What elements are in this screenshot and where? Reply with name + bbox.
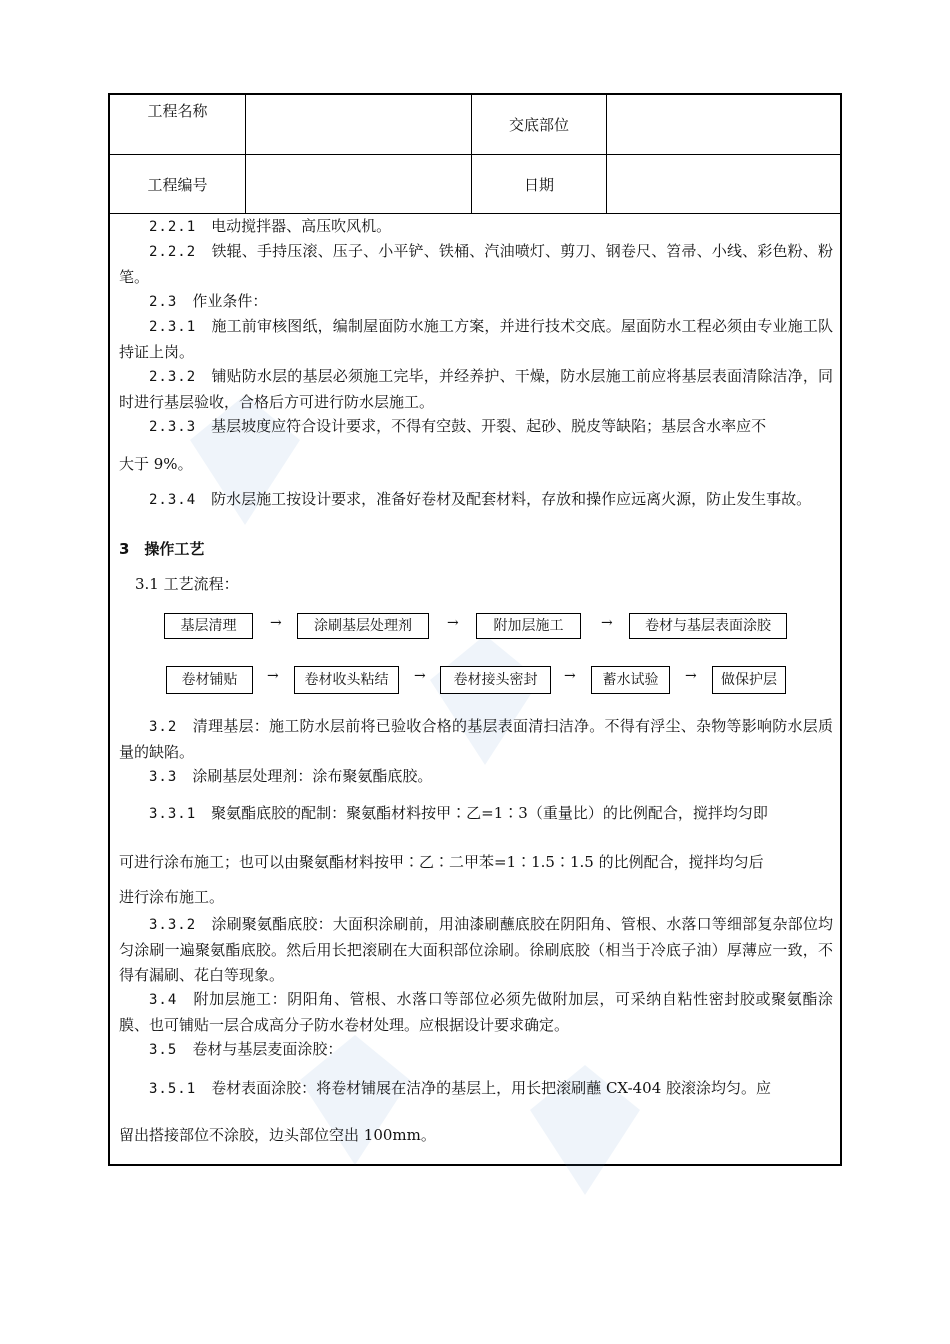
part-label: 交底部位 bbox=[508, 116, 569, 134]
paragraph-3-4: 3.4 附加层施工：阴阳角、管根、水落口等部位必须先做附加层，可采纳自粘性密封胶或聚氨酯涂膜、也可铺贴一层合成高分子防水卷材处理。应根据设计要求确定。 bbox=[119, 990, 833, 1034]
arrow-right-icon: → bbox=[685, 668, 697, 684]
paragraph-2-3: 2.3 作业条件： bbox=[149, 292, 268, 310]
arrow-right-icon: → bbox=[564, 668, 576, 684]
paragraph-3-5-1-cont: 留出搭接部位不涂胶，边头部位空出 100mm。 bbox=[119, 1126, 436, 1144]
paragraph-3-3-1-cont-2: 进行涂布施工。 bbox=[119, 888, 225, 906]
paragraph-3-3-2: 3.3.2 涂刷聚氨酯底胶：大面积涂刷前，用油漆刷蘸底胶在阴阳角、管根、水落口等细部复杂部位均匀涂刷一遍聚氨酯底胶。然后用长把滚刷在大面积部位涂刷。徐刷底胶（相当于冷底子油）厚薄应一致，不得有漏刷、花白等现象。 bbox=[119, 915, 833, 984]
date-label: 日期 bbox=[523, 175, 554, 194]
arrow-right-icon: → bbox=[270, 615, 282, 631]
flow-step-edge-bonding: 卷材收头粘结 bbox=[294, 666, 399, 694]
document-frame bbox=[108, 93, 842, 1166]
paragraph-3-2: 3.2 清理基层：施工防水层前将已验收合格的基层表面清扫洁净。不得有浮尘、杂物等影响防水层质量的缺陷。 bbox=[119, 717, 833, 761]
project-name-label: 工程名称 bbox=[147, 101, 208, 120]
flow-step-water-test: 蓄水试验 bbox=[591, 666, 670, 694]
flow-step-additional-layer: 附加层施工 bbox=[476, 613, 581, 639]
paragraph-2-2-1: 2.2.1 电动搅拌器、高压吹风机。 bbox=[149, 217, 392, 235]
date-value[interactable] bbox=[607, 155, 840, 213]
project-no-value[interactable] bbox=[246, 155, 471, 213]
paragraph-2-3-2: 2.3.2 铺贴防水层的基层必须施工完毕，并经养护、干燥，防水层施工前应将基层表面清除洁净，同时进行基层验收，合格后方可进行防水层施工。 bbox=[119, 367, 833, 411]
project-name-value[interactable] bbox=[246, 95, 471, 154]
paragraph-3-3-1-cont-1: 可进行涂布施工；也可以由聚氨酯材料按甲∶乙∶二甲苯=1∶1.5∶1.5 的比例配合，搅拌均匀后 bbox=[119, 853, 764, 871]
flow-step-joint-seal: 卷材接头密封 bbox=[440, 666, 551, 694]
section-3-heading: 3 操作工艺 bbox=[119, 540, 205, 558]
project-no-label: 工程编号 bbox=[147, 175, 208, 194]
flow-step-laying: 卷材铺贴 bbox=[166, 666, 253, 694]
arrow-right-icon: → bbox=[447, 615, 459, 631]
arrow-right-icon: → bbox=[601, 615, 613, 631]
paragraph-3-5: 3.5 卷材与基层麦面涂胶： bbox=[149, 1040, 343, 1058]
paragraph-3-1: 3.1 工艺流程： bbox=[135, 575, 239, 593]
flow-step-glue-coating: 卷材与基层表面涂胶 bbox=[629, 613, 787, 639]
flow-step-base-cleaning: 基层清理 bbox=[164, 613, 253, 639]
paragraph-2-2-2: 2.2.2 铁辊、手持压滚、压子、小平铲、铁桶、汽油喷灯、剪刀、钢卷尺、笤帚、小线、彩色粉、粉笔。 bbox=[119, 242, 833, 286]
paragraph-3-3-1: 3.3.1 聚氨酯底胶的配制：聚氨酯材料按甲∶乙=1∶3（重量比）的比例配合，搅拌均匀即 bbox=[149, 804, 768, 822]
process-flow-row-2 bbox=[110, 666, 840, 706]
arrow-right-icon: → bbox=[414, 668, 426, 684]
paragraph-3-3: 3.3 涂刷基层处理剂：涂布聚氨酯底胶。 bbox=[149, 767, 433, 785]
paragraph-2-3-3-cont: 大于 9%。 bbox=[119, 455, 193, 473]
paragraph-2-3-3: 2.3.3 基层坡度应符合设计要求，不得有空鼓、开裂、起砂、脱皮等缺陷；基层含水率应不 bbox=[149, 417, 767, 435]
arrow-right-icon: → bbox=[267, 668, 279, 684]
flow-step-protection-layer: 做保护层 bbox=[712, 666, 786, 694]
paragraph-2-3-4: 2.3.4 防水层施工按设计要求，准备好卷材及配套材料，存放和操作应远离火源，防止发生事故。 bbox=[149, 490, 812, 508]
header-table bbox=[110, 95, 840, 214]
paragraph-2-3-1: 2.3.1 施工前审核图纸，编制屋面防水施工方案，并进行技术交底。屋面防水工程必须由专业施工队持证上岗。 bbox=[119, 317, 833, 361]
process-flow-row-1 bbox=[110, 613, 840, 653]
part-value[interactable] bbox=[607, 95, 840, 154]
paragraph-3-5-1: 3.5.1 卷材表面涂胶：将卷材铺展在洁净的基层上，用长把滚刷蘸 CX-404 胶滚涂均匀。应 bbox=[149, 1079, 772, 1097]
flow-step-primer: 涂刷基层处理剂 bbox=[297, 613, 429, 639]
